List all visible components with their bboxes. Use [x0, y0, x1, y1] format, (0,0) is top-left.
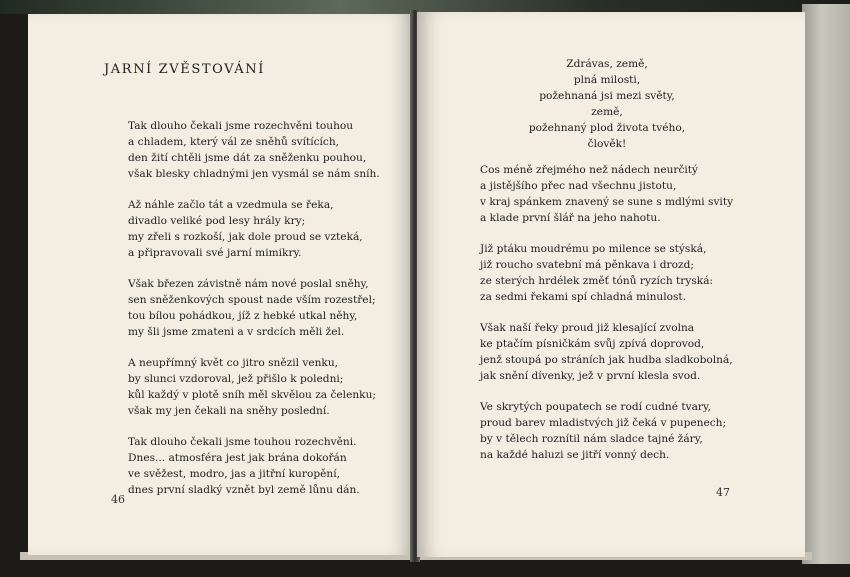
poem-line: a připravovali své jarní mimikry.: [128, 247, 302, 259]
poem-line: ve svěžest, modro, jas a jitřní kuropění,: [128, 468, 340, 480]
poem-line: země,: [591, 106, 623, 118]
poem-line: a chladem, který vál ze sněhů svítících,: [128, 136, 340, 148]
poem-line: jenž stoupá po stráních jak hudba sladkobolná,: [480, 354, 733, 366]
poem-line: plná milosti,: [573, 74, 641, 86]
page-number-left: 46: [111, 493, 125, 506]
poem-line: Zdrávas, země,: [566, 58, 648, 70]
stanza: [480, 399, 733, 463]
poem-line: my šli jsme zmateni a v srdcích měli žel.: [128, 326, 345, 338]
poem-line: však my jen čekali na sněhy poslední.: [128, 405, 330, 417]
poem-line: a klade první šlář na jeho nahotu.: [480, 212, 661, 224]
poem-line: Již ptáku moudrému po milence se stýská,: [480, 243, 707, 255]
poem-line: my zřeli s rozkoší, jak dole proud se vzteká,: [128, 231, 363, 243]
stanza: [128, 276, 380, 340]
poem-line: jak snění dívenky, jež v první klesla svod.: [480, 370, 701, 382]
poem-line: Tak dlouho čekali jsme rozechvěni touhou: [128, 120, 354, 132]
poem-line: ze sterých hrdélek změť tónů ryzích tryská:: [480, 275, 714, 287]
poem-line: kůl každý v plotě sníh měl skvělou za čelenku;: [128, 389, 376, 401]
poem-line: Dnes... atmosféra jest jak brána dokořán: [128, 452, 347, 464]
poem-line: Ve skrytých poupatech se rodí cudné tvary,: [480, 401, 711, 413]
book-cover-edge: [802, 4, 850, 564]
poem-line: den žití chtěli jsme dát za sněženku pouhou,: [128, 152, 367, 164]
poem-line: a jistějšího přec nad všechnu jistotu,: [480, 180, 677, 192]
poem-title: JARNÍ ZVĚSTOVÁNÍ: [104, 62, 265, 77]
poem-line: v kraj spánkem znavený se sune s mdlými svity: [480, 196, 734, 208]
stanza: [128, 197, 380, 261]
poem-line: však blesky chladnými jen vysmál se nám sníh.: [128, 168, 380, 180]
right-poem: [480, 162, 733, 478]
left-poem: [128, 118, 380, 513]
stanza: [128, 434, 380, 498]
poem-line: sen sněženkových spoust nade vším rozestřel;: [128, 294, 376, 306]
poem-line: dnes první sladký vznět byl země lůnu dán.: [128, 484, 360, 496]
page-number-right: 47: [716, 486, 730, 499]
poem-line: Až náhle začlo tát a vzedmula se řeka,: [128, 199, 334, 211]
poem-line: požehnaná jsi mezi světy,: [539, 90, 675, 102]
opening-verse: [507, 56, 707, 152]
poem-line: požehnaný plod života tvého,: [528, 122, 686, 134]
stanza: [128, 118, 380, 182]
poem-line: již roucho svatební má pěnkava i drozd;: [480, 259, 694, 271]
poem-line: A neupřímný květ co jitro snězil venku,: [128, 357, 339, 369]
poem-line: Však březen závistně nám nové poslal sněhy,: [128, 278, 369, 290]
left-page: [28, 14, 413, 555]
poem-line: Tak dlouho čekali jsme touhou rozechvěni.: [128, 436, 357, 448]
poem-line: Však naší řeky proud již klesající zvolna: [480, 322, 695, 334]
poem-line: Cos méně zřejmého než nádech neurčitý: [480, 164, 699, 176]
poem-line: ke ptačím písničkám svůj zpívá doprovod,: [480, 338, 705, 350]
stanza: [480, 241, 733, 305]
poem-line: člověk!: [587, 138, 627, 150]
poem-line: divadlo veliké pod lesy hrály kry;: [128, 215, 306, 227]
poem-line: by slunci vzdoroval, jež přišlo k poledni;: [128, 373, 344, 385]
poem-line: za sedmi řekami spí chladná minulost.: [480, 291, 687, 303]
stanza: [480, 162, 733, 226]
stanza: [128, 355, 380, 419]
right-page: [417, 12, 805, 557]
poem-line: by v tělech roznítil nám sladce tajné žáry,: [480, 433, 703, 445]
poem-line: proud barev mladistvých již čeká v pupenech;: [480, 417, 727, 429]
stanza: [480, 320, 733, 384]
poem-line: tou bílou pohádkou, jíž z hebké utkal něhy,: [128, 310, 358, 322]
poem-line: na každé haluzi se jitří vonný dech.: [480, 449, 670, 461]
